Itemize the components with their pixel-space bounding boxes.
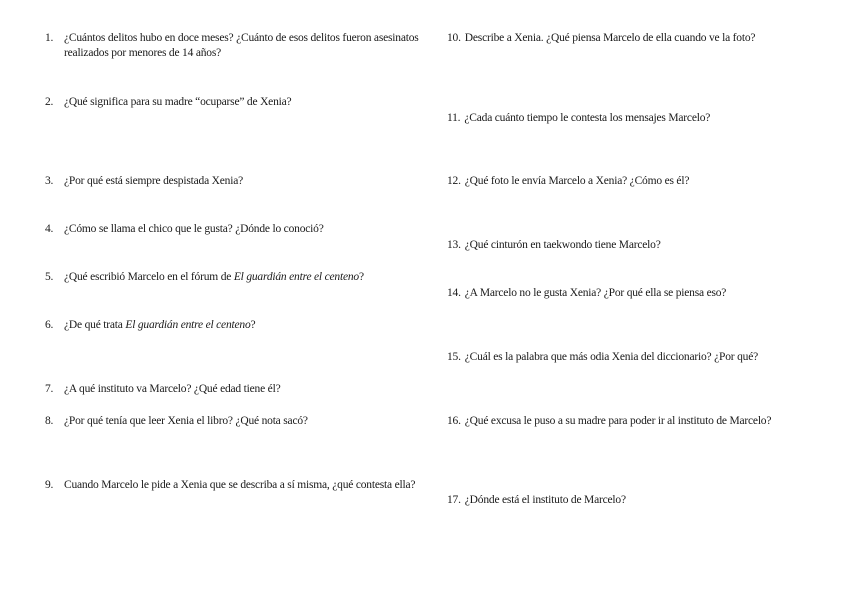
question-number: 7.: [45, 383, 54, 395]
question-text: ¿Cada cuánto tiempo le contesta los mensajes Marcelo?: [464, 112, 711, 124]
question-number: 17.: [447, 494, 461, 506]
question-number: 4.: [45, 223, 54, 235]
question-10: [447, 31, 827, 46]
question-text: ¿Qué cinturón en taekwondo tiene Marcelo?: [464, 239, 661, 251]
question-text: Describe a Xenia. ¿Qué piensa Marcelo de ella cuando ve la foto?: [464, 32, 756, 44]
question-11: [447, 111, 827, 126]
question-text-after: ?: [358, 271, 364, 283]
question-number: 10.: [447, 32, 461, 44]
question-5: [45, 270, 420, 285]
question-text: [45, 270, 420, 285]
question-number: 12.: [447, 175, 461, 187]
question-1: [45, 31, 420, 61]
question-number: 16.: [447, 415, 461, 427]
question-text: Cuando Marcelo le pide a Xenia que se describa a sí misma, ¿qué contesta ella?: [64, 479, 416, 491]
question-text-after: ?: [250, 319, 256, 331]
question-17: [447, 493, 827, 508]
question-3: [45, 174, 420, 189]
question-9: [45, 478, 420, 493]
question-text: ¿Cuál es la palabra que más odia Xenia del diccionario? ¿Por qué?: [464, 351, 759, 363]
question-text: ¿Por qué tenía que leer Xenia el libro? ¿Qué nota sacó?: [64, 415, 308, 427]
question-text: ¿A qué instituto va Marcelo? ¿Qué edad tiene él?: [64, 383, 281, 395]
question-15: [447, 350, 827, 365]
question-number: 2.: [45, 96, 54, 108]
question-number: 14.: [447, 287, 461, 299]
book-title: El guardián entre el centeno: [125, 319, 251, 331]
question-number: 5.: [45, 271, 54, 283]
question-12: [447, 174, 827, 189]
question-number: 8.: [45, 415, 54, 427]
question-text: ¿Qué excusa le puso a su madre para poder ir al instituto de Marcelo?: [464, 415, 772, 427]
question-number: 15.: [447, 351, 461, 363]
question-number: 13.: [447, 239, 461, 251]
question-text: ¿Por qué está siempre despistada Xenia?: [64, 175, 244, 187]
question-text: ¿Cuántos delitos hubo en doce meses? ¿Cuánto de esos delitos fueron asesinatos realizados por menores de 14 años?: [64, 32, 419, 59]
question-14: [447, 286, 827, 301]
question-13: [447, 238, 827, 253]
question-number: 9.: [45, 479, 54, 491]
question-text: ¿Dónde está el instituto de Marcelo?: [464, 494, 626, 506]
question-number: 6.: [45, 319, 54, 331]
question-text: ¿Cómo se llama el chico que le gusta? ¿Dónde lo conoció?: [64, 223, 324, 235]
question-16: [447, 414, 827, 429]
question-4: [45, 222, 420, 237]
question-text: ¿Qué foto le envía Marcelo a Xenia? ¿Cómo es él?: [464, 175, 690, 187]
question-2: [45, 95, 420, 110]
question-text: [45, 318, 420, 333]
question-7: [45, 382, 420, 397]
question-8: [45, 414, 420, 429]
question-text-before: ¿Qué escribió Marcelo en el fórum de: [64, 271, 234, 283]
question-number: 1.: [45, 32, 54, 44]
question-text: ¿Qué significa para su madre “ocuparse” de Xenia?: [64, 96, 292, 108]
question-number: 11.: [447, 112, 461, 124]
question-number: 3.: [45, 175, 54, 187]
question-text-before: ¿De qué trata: [64, 319, 126, 331]
book-title: El guardián entre el centeno: [233, 271, 359, 283]
question-text: ¿A Marcelo no le gusta Xenia? ¿Por qué ella se piensa eso?: [464, 287, 727, 299]
question-6: [45, 318, 420, 333]
